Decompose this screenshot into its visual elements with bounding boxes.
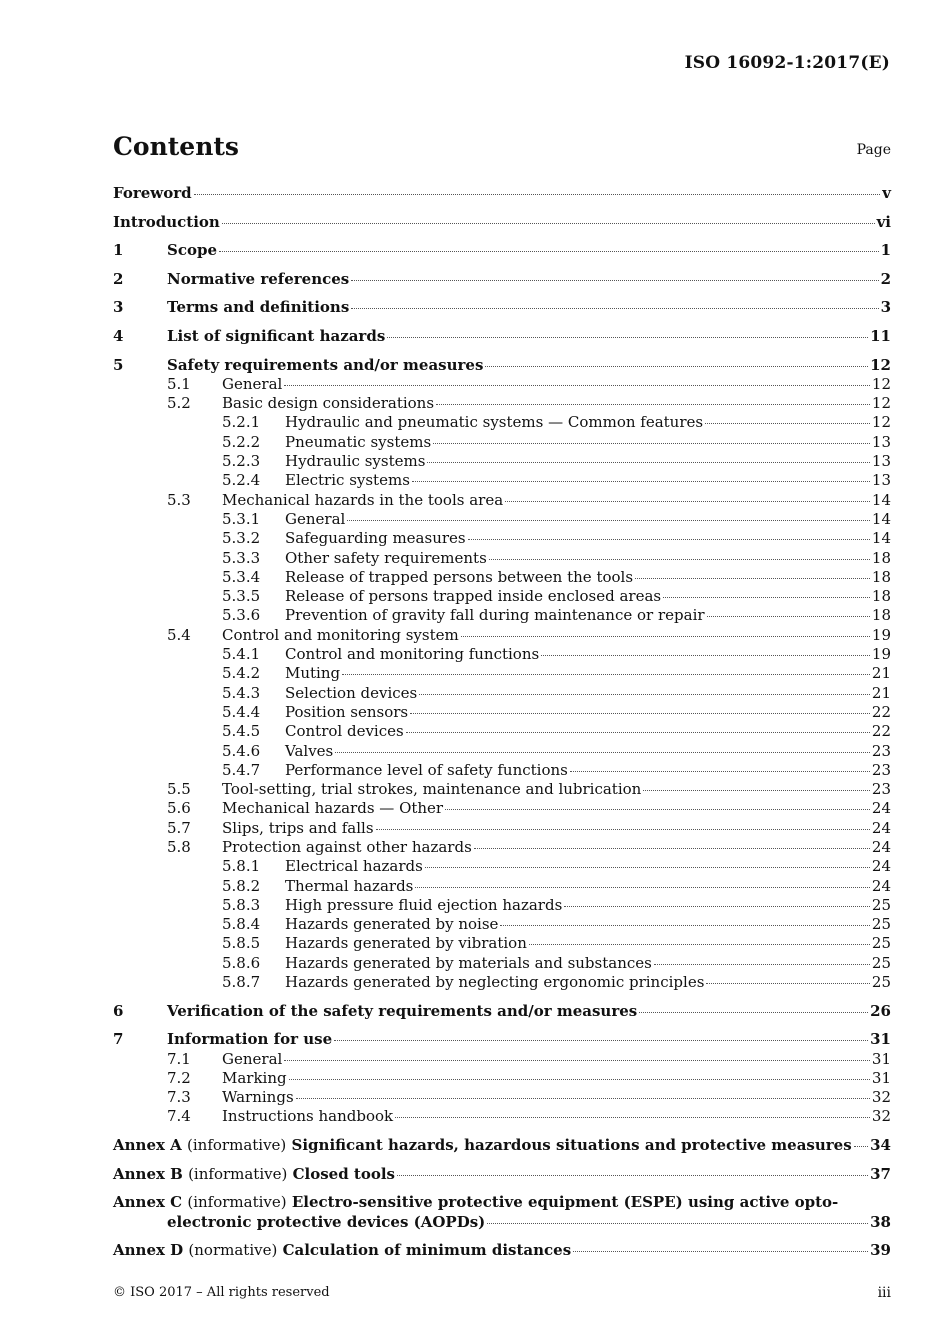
dot-leader: [445, 809, 870, 810]
toc-entry[interactable]: [113, 1030, 891, 1049]
toc-entry-number: 3: [113, 298, 124, 317]
toc-entry-page: 26: [870, 1001, 891, 1020]
dot-leader: [854, 1146, 868, 1147]
toc-entry-number: 5.8.2: [222, 876, 261, 895]
toc-entry-page: 39: [870, 1241, 891, 1260]
toc-entry-page: 19: [871, 645, 891, 664]
dot-leader: [342, 674, 870, 675]
toc-entry-number: 5.4.4: [222, 702, 261, 721]
toc-entry-title: Safety requirements and/or measures: [167, 355, 484, 374]
toc-entry-title: Hazards generated by noise: [285, 915, 499, 934]
toc-entry-page: 13: [871, 432, 891, 451]
dot-leader: [654, 964, 870, 965]
dot-leader: [412, 481, 870, 482]
dot-leader: [194, 194, 881, 195]
toc-entry-title: Terms and definitions: [167, 298, 350, 317]
toc-entry-page: 12: [871, 394, 891, 413]
toc-entry-page: 25: [871, 915, 891, 934]
toc-entry-page: 34: [870, 1136, 891, 1155]
toc-entry-number: 5.4: [167, 625, 191, 644]
toc-entry-page: 12: [871, 374, 891, 393]
toc-entry-title: Valves: [285, 741, 334, 760]
toc-entry[interactable]: [113, 356, 891, 375]
page-footer: [113, 1285, 891, 1305]
toc-entry-title: Control devices: [285, 722, 404, 741]
toc-entry-title: General: [222, 374, 283, 393]
dot-leader: [468, 539, 870, 540]
toc-entry-number: 5.4.1: [222, 645, 261, 664]
toc-entry-title: List of significant hazards: [167, 326, 386, 345]
toc-entry-title: Position sensors: [285, 702, 409, 721]
toc-entry-number: 7: [113, 1030, 124, 1049]
toc-entry-page: 14: [871, 509, 891, 528]
toc-entry-title: Selection devices: [285, 683, 418, 702]
toc-entry-page: 24: [871, 857, 891, 876]
toc-entry-title: General: [285, 509, 346, 528]
annex-type: (normative): [188, 1241, 278, 1260]
annex-title: Significant hazards, hazardous situations and protective measures: [291, 1136, 852, 1155]
annex-c-line-2: [113, 1213, 891, 1232]
toc-entry-title: [113, 1136, 852, 1155]
toc-entry[interactable]: [113, 1107, 891, 1126]
dot-leader: [529, 944, 870, 945]
toc-entry-page: 1: [880, 241, 891, 260]
toc-entry[interactable]: [113, 934, 891, 953]
annex-type: (informative): [187, 1193, 287, 1212]
toc-entry-number: 5.2.2: [222, 432, 261, 451]
toc-entry-page: 24: [871, 818, 891, 837]
annex-prefix: Annex B: [113, 1164, 183, 1183]
toc-entry[interactable]: [113, 954, 891, 973]
toc-entry-number: 5: [113, 355, 124, 374]
toc-entry-page: 25: [871, 953, 891, 972]
dot-leader: [296, 1098, 870, 1099]
toc-entry[interactable]: [113, 780, 891, 799]
toc-entry-page: 32: [871, 1088, 891, 1107]
toc-entry-number: 7.2: [167, 1068, 191, 1087]
toc-entry-title: Hazards generated by vibration: [285, 934, 527, 953]
dot-leader: [436, 404, 870, 405]
dot-leader: [284, 385, 870, 386]
toc-entry-title: Marking: [222, 1068, 287, 1087]
toc-entry-page: 22: [871, 722, 891, 741]
toc-entry-number: 5.3.1: [222, 509, 261, 528]
toc-entry-title: Hydraulic systems: [285, 452, 426, 471]
toc-entry-page: 13: [871, 452, 891, 471]
toc-entry-page: 3: [880, 298, 891, 317]
toc-entry-title: Electric systems: [285, 471, 410, 490]
toc-entry[interactable]: [113, 896, 891, 915]
toc-entry[interactable]: [113, 568, 891, 587]
toc-entry-number: 4: [113, 326, 124, 345]
toc-entry[interactable]: [113, 799, 891, 818]
dot-leader: [410, 713, 870, 714]
dot-leader: [406, 732, 870, 733]
toc-entry-title: Tool-setting, trial strokes, maintenance and lubrication: [222, 780, 642, 799]
toc-entry-title: Other safety requirements: [285, 548, 487, 567]
toc-entry-page: 18: [871, 606, 891, 625]
document-id: ISO 16092-1:2017(E): [684, 53, 890, 73]
toc-entry-number: 7.4: [167, 1107, 191, 1126]
toc-entry-title: Hazards generated by neglecting ergonomic principles: [285, 973, 705, 992]
toc-entry-page: 14: [871, 529, 891, 548]
toc-entry-number: 5.4.7: [222, 760, 261, 779]
toc-entry[interactable]: [113, 510, 891, 529]
toc-entry[interactable]: [113, 838, 891, 857]
toc-entry-page: vi: [876, 212, 891, 231]
dot-leader: [485, 366, 868, 367]
page-number: iii: [877, 1285, 891, 1301]
toc-entry-annex-b[interactable]: [113, 1165, 891, 1184]
toc-entry-title: Normative references: [167, 269, 350, 288]
toc-entry[interactable]: [113, 626, 891, 645]
dot-leader: [639, 1012, 868, 1013]
toc-entry-title: Instructions handbook: [222, 1107, 394, 1126]
dot-leader: [487, 1223, 868, 1224]
toc-entry[interactable]: [113, 587, 891, 606]
toc-entry[interactable]: [113, 857, 891, 876]
toc-entry[interactable]: [113, 703, 891, 722]
toc-entry-number: 5.3.4: [222, 567, 261, 586]
toc-entry-page: 24: [871, 799, 891, 818]
toc-entry-number: 5.8.5: [222, 934, 261, 953]
toc-entry-title: Electrical hazards: [285, 857, 423, 876]
toc-entry[interactable]: [113, 270, 891, 289]
annex-title: Closed tools: [292, 1164, 395, 1183]
dot-leader: [635, 578, 870, 579]
toc-entry-number: 5.8.1: [222, 857, 261, 876]
dot-leader: [395, 1117, 870, 1118]
toc-entry-page: 11: [870, 326, 891, 345]
toc-entry-page: 24: [871, 876, 891, 895]
toc-entry-page: 32: [871, 1107, 891, 1126]
toc-entry-title: Performance level of safety functions: [285, 760, 568, 779]
annex-prefix: Annex C: [113, 1193, 183, 1212]
toc-entry-number: 5.8.6: [222, 953, 261, 972]
toc-entry-number: 5.8.7: [222, 973, 261, 992]
toc-entry-page: 14: [871, 490, 891, 509]
toc-entry-page: 23: [871, 741, 891, 760]
toc-entry-title: Verification of the safety requirements and/or measures: [167, 1001, 638, 1020]
toc-entries: [113, 184, 891, 1127]
toc-entry-title: General: [222, 1049, 283, 1068]
toc-entry-number: 5.2: [167, 394, 191, 413]
toc-entry-page: 2: [880, 269, 891, 288]
toc-entry-title: Scope: [167, 241, 218, 260]
toc-entry-title: Warnings: [222, 1088, 294, 1107]
toc-entry-page: 12: [870, 355, 891, 374]
dot-leader: [351, 280, 878, 281]
toc-entry-page: 23: [871, 780, 891, 799]
toc-entry[interactable]: [113, 413, 891, 432]
toc-entry-title: Information for use: [167, 1030, 333, 1049]
annex-type: (informative): [187, 1136, 287, 1155]
toc-entry-page: 23: [871, 760, 891, 779]
dot-leader: [347, 520, 870, 521]
toc-entry[interactable]: [113, 722, 891, 741]
annex-title-continued: electronic protective devices (AOPDs): [167, 1212, 486, 1231]
toc-entry-title: Hydraulic and pneumatic systems — Common features: [285, 413, 704, 432]
dot-leader: [387, 337, 868, 338]
toc-entry-title: Muting: [285, 664, 341, 683]
toc-entry-number: 5.3.5: [222, 587, 261, 606]
toc-entry[interactable]: [113, 1088, 891, 1107]
dot-leader: [564, 906, 870, 907]
toc-entry-number: 5.8.3: [222, 895, 261, 914]
dot-leader: [427, 462, 870, 463]
dot-leader: [376, 829, 870, 830]
toc-entry-number: 2: [113, 269, 124, 288]
toc-entry-number: 5.3.3: [222, 548, 261, 567]
toc-entry-title: Control and monitoring system: [222, 625, 459, 644]
toc-entry[interactable]: [113, 742, 891, 761]
toc-entry[interactable]: [113, 1050, 891, 1069]
toc-entry-title: Mechanical hazards — Other: [222, 799, 444, 818]
toc-entry-annex-d[interactable]: [113, 1241, 891, 1260]
dot-leader: [570, 771, 870, 772]
annex-prefix: Annex A: [113, 1136, 182, 1155]
dot-leader: [289, 1079, 870, 1080]
toc-entry[interactable]: [113, 645, 891, 664]
toc-entry-page: 19: [871, 625, 891, 644]
toc-entry-title: Introduction: [113, 212, 220, 231]
toc-entry-number: 5.6: [167, 799, 191, 818]
dot-leader: [707, 616, 870, 617]
toc-entry-title: Safeguarding measures: [285, 529, 466, 548]
dot-leader: [425, 867, 870, 868]
dot-leader: [489, 559, 870, 560]
toc-entry-page: 25: [871, 973, 891, 992]
toc-entry-number: 5.8: [167, 837, 191, 856]
toc-entry-page: v: [882, 184, 891, 202]
toc-entry-title: Hazards generated by materials and substances: [285, 953, 652, 972]
toc-entry-page: 31: [871, 1068, 891, 1087]
toc-entry-page: 25: [871, 895, 891, 914]
dot-leader: [573, 1251, 868, 1252]
dot-leader: [500, 925, 869, 926]
toc-entry[interactable]: [113, 394, 891, 413]
table-of-contents: [113, 184, 891, 1260]
toc-entry-page: 21: [871, 683, 891, 702]
dot-leader: [335, 752, 870, 753]
dot-leader: [351, 308, 878, 309]
dot-leader: [705, 423, 870, 424]
toc-entry-title: Thermal hazards: [285, 876, 414, 895]
toc-entry-number: 5.1: [167, 374, 191, 393]
toc-entry-title: Control and monitoring functions: [285, 645, 540, 664]
toc-entry-number: 5.4.6: [222, 741, 261, 760]
toc-entry[interactable]: [113, 298, 891, 317]
toc-entry-number: 5.5: [167, 780, 191, 799]
toc-entry-number: 5.4.5: [222, 722, 261, 741]
toc-entry-page: 12: [871, 413, 891, 432]
copyright-notice: © ISO 2017 – All rights reserved: [113, 1285, 330, 1300]
dot-leader: [505, 501, 870, 502]
dot-leader: [415, 887, 870, 888]
toc-entry-page: 18: [871, 548, 891, 567]
toc-entry[interactable]: [113, 213, 891, 232]
toc-entry-page: 18: [871, 567, 891, 586]
page-column-label: Page: [856, 142, 891, 158]
toc-entry-title: Mechanical hazards in the tools area: [222, 490, 504, 509]
toc-entry[interactable]: [113, 1002, 891, 1021]
toc-entry[interactable]: [113, 491, 891, 510]
toc-entry-number: 5.7: [167, 818, 191, 837]
toc-entry-number: 5.2.1: [222, 413, 261, 432]
dot-leader: [663, 597, 870, 598]
dot-leader: [461, 636, 870, 637]
toc-entry[interactable]: [113, 973, 891, 992]
toc-entry-page: 37: [870, 1164, 891, 1183]
page-title: Contents: [113, 132, 240, 161]
toc-entry-number: 5.3.6: [222, 606, 261, 625]
toc-entry-number: 5.4.3: [222, 683, 261, 702]
toc-entry-title: Pneumatic systems: [285, 432, 432, 451]
dot-leader: [643, 790, 870, 791]
toc-entry-annex-c[interactable]: [113, 1193, 891, 1232]
toc-entry[interactable]: [113, 471, 891, 490]
toc-entry-annex-a[interactable]: [113, 1136, 891, 1155]
toc-entry[interactable]: [113, 1069, 891, 1088]
dot-leader: [419, 694, 870, 695]
dot-leader: [284, 1060, 870, 1061]
toc-entry-number: 5.4.2: [222, 664, 261, 683]
toc-entry[interactable]: [113, 664, 891, 683]
dot-leader: [541, 655, 870, 656]
toc-entry[interactable]: [113, 549, 891, 568]
annex-prefix: Annex D: [113, 1241, 184, 1260]
toc-entry-number: 7.3: [167, 1088, 191, 1107]
toc-entry[interactable]: [113, 529, 891, 548]
toc-entry[interactable]: [113, 819, 891, 838]
toc-entry-title: High pressure fluid ejection hazards: [285, 895, 563, 914]
toc-entry-number: 5.3.2: [222, 529, 261, 548]
annex-type: (informative): [188, 1164, 288, 1183]
toc-entry-title: Release of trapped persons between the tools: [285, 567, 634, 586]
toc-entry[interactable]: [113, 241, 891, 260]
toc-entry[interactable]: [113, 761, 891, 780]
toc-entry-page: 25: [871, 934, 891, 953]
toc-entry-page: 13: [871, 471, 891, 490]
toc-entry-number: 6: [113, 1001, 124, 1020]
dot-leader: [222, 223, 875, 224]
toc-entry-number: 5.2.3: [222, 452, 261, 471]
dot-leader: [334, 1040, 868, 1041]
dot-leader: [219, 251, 879, 252]
toc-entry-title: [113, 1241, 571, 1260]
dot-leader: [433, 443, 870, 444]
toc-entry-title: [113, 1165, 395, 1184]
toc-entry[interactable]: [113, 452, 891, 471]
toc-entry-page: 24: [871, 837, 891, 856]
toc-entry[interactable]: [113, 877, 891, 896]
toc-entry-number: 5.2.4: [222, 471, 261, 490]
toc-entry-page: 18: [871, 587, 891, 606]
toc-entry[interactable]: [113, 327, 891, 346]
toc-entry-number: 1: [113, 241, 124, 260]
toc-entry[interactable]: [113, 433, 891, 452]
toc-entry-title: Release of persons trapped inside enclosed areas: [285, 587, 662, 606]
toc-entry[interactable]: [113, 375, 891, 394]
annex-title: Electro-sensitive protective equipment (ESPE) using active opto-: [291, 1193, 839, 1212]
contents-header: [113, 132, 891, 166]
toc-entry[interactable]: [113, 684, 891, 703]
toc-entry-page: 31: [871, 1049, 891, 1068]
toc-entry-number: 7.1: [167, 1049, 191, 1068]
toc-entry-title: Prevention of gravity fall during maintenance or repair: [285, 606, 705, 625]
toc-entry-page: 22: [871, 702, 891, 721]
dot-leader: [706, 983, 870, 984]
toc-entry-title: Basic design considerations: [222, 394, 435, 413]
toc-entry-page: 21: [871, 664, 891, 683]
toc-entry-title: Slips, trips and falls: [222, 818, 374, 837]
toc-entry-number: 5.3: [167, 490, 191, 509]
toc-entry[interactable]: [113, 606, 891, 625]
dot-leader: [474, 848, 870, 849]
annex-c-line-1: [113, 1193, 891, 1212]
toc-entry-number: 5.8.4: [222, 915, 261, 934]
toc-entry-page: 31: [870, 1030, 891, 1049]
dot-leader: [397, 1175, 868, 1176]
toc-entry-title: Foreword: [113, 184, 192, 202]
toc-entry-page: 38: [870, 1212, 891, 1231]
toc-entry[interactable]: [113, 915, 891, 934]
annex-title: Calculation of minimum distances: [282, 1241, 572, 1260]
toc-entry-title: Protection against other hazards: [222, 837, 472, 856]
toc-entry[interactable]: [113, 184, 891, 203]
